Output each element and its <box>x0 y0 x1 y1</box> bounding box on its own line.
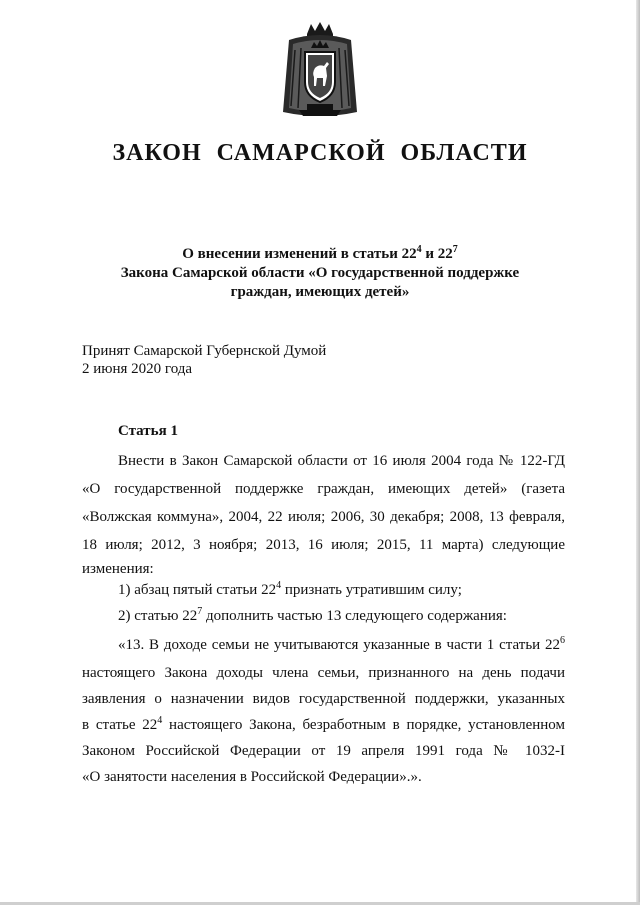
quote-line: в статье $22^4$ настоящего Закона, безработным в порядке, установленном <box>82 715 565 733</box>
subject-line-3: граждан, имеющих детей» <box>230 284 410 300</box>
article-heading: Статья 1 <box>118 423 178 439</box>
article-intro-line: «О государственной поддержке граждан, имеющих детей» (газета <box>82 481 565 497</box>
adoption-info <box>82 342 326 378</box>
quote-line: «О занятости населения в Российской Федерации».». <box>82 769 422 785</box>
scan-edge-right <box>636 0 640 905</box>
subject-line-2: Закона Самарской области «О государственной поддержке <box>120 265 520 281</box>
article-intro-line: 18 июля; 2012, 3 ноября; 2013, 16 июля; 2015, 11 марта) следующие <box>82 537 565 553</box>
amendment-item-2: 2) статью $22^7$ дополнить частью 13 следующего содержания: <box>118 606 507 624</box>
subject-line-1: О внесении изменений в статьи $22^4$ и $22^7$ <box>182 244 458 262</box>
adopted-by: Принят Самарской Губернской Думой <box>82 343 327 359</box>
samara-coat-of-arms-emblem <box>277 20 363 120</box>
quote-line: Законом Российской Федерации от 19 апреля 1991 года № 1032-I <box>82 743 565 759</box>
quote-line: «13. В доходе семьи не учитываются указанные в части 1 статьи $22^6$ <box>118 635 565 653</box>
quote-line: настоящего Закона доходы члена семьи, признанного на день подачи <box>82 665 565 681</box>
article-intro-line: Внести в Закон Самарской области от 16 июля 2004 года № 122-ГД <box>118 453 565 469</box>
article-intro-line: изменения: <box>82 561 154 577</box>
article-intro-line: «Волжская коммуна», 2004, 22 июля; 2006, 30 декабря; 2008, 13 февраля, <box>82 509 565 525</box>
law-subject <box>60 245 580 302</box>
quote-line: заявления о назначении видов государственной поддержки, указанных <box>82 691 565 707</box>
adoption-date: 2 июня 2020 года <box>82 361 193 377</box>
amendment-item-1: 1) абзац пятый статьи $22^4$ признать утратившим силу; <box>118 580 462 598</box>
law-title: ЗАКОН САМАРСКОЙ ОБЛАСТИ <box>112 140 528 166</box>
